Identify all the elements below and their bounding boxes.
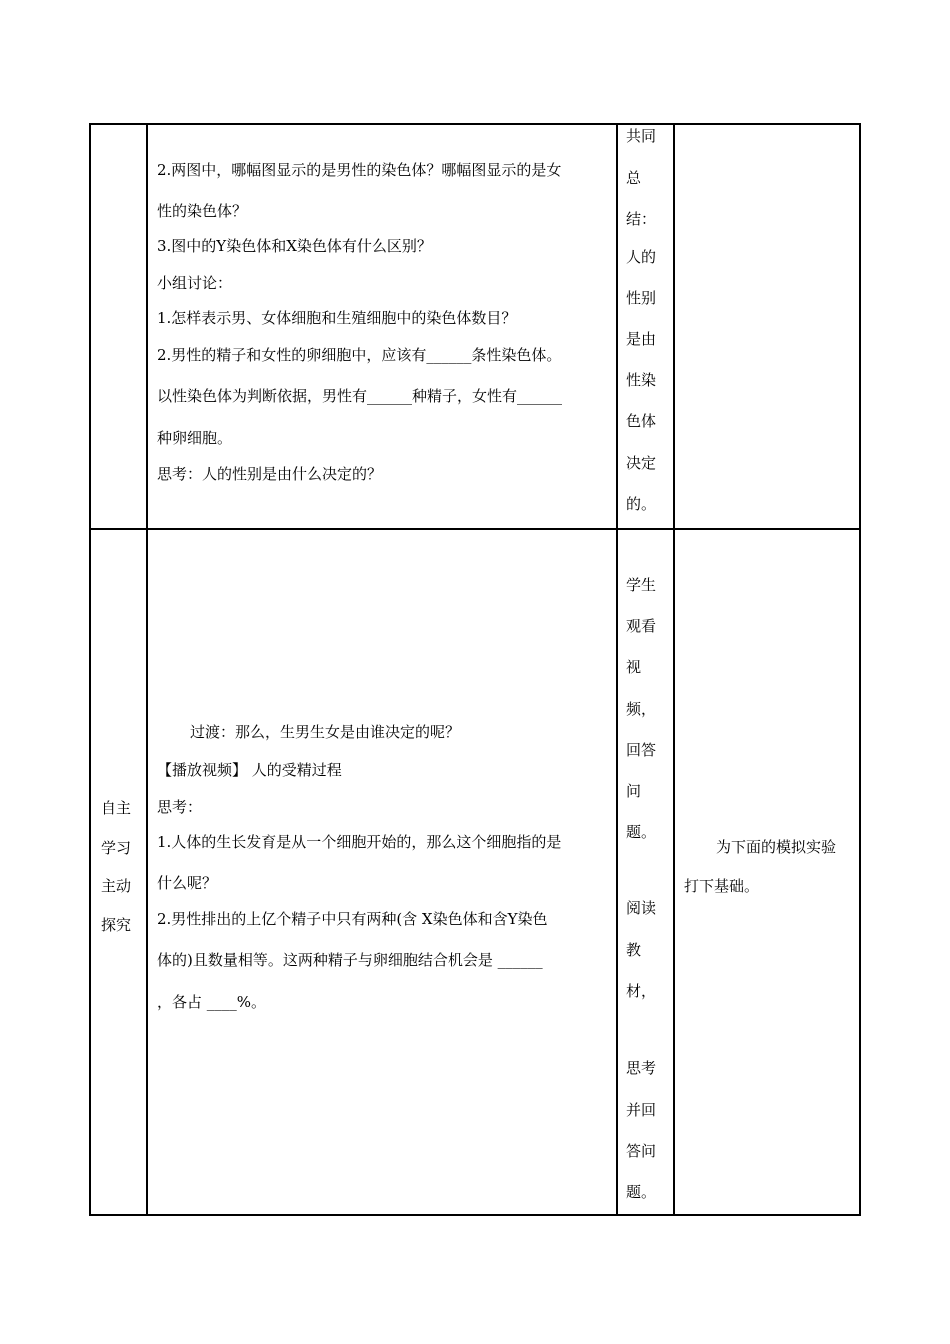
table-border-left — [89, 123, 91, 1216]
row2-line: 体的)且数量相等。这两种精子与卵细胞结合机会是 ______ — [157, 951, 543, 969]
activity-line: 频， — [626, 700, 657, 718]
row1-line: 种卵细胞。 — [157, 429, 233, 447]
row2-line: ，各占 ____%。 — [157, 993, 267, 1011]
activity-line: 问 — [626, 782, 642, 800]
summary-line: 的。 — [626, 495, 657, 513]
summary-line: 人的 — [626, 248, 657, 266]
row1-line: 3.图中的Y染色体和X染色体有什么区别？ — [157, 237, 432, 255]
intent-line: 打下基础。 — [684, 877, 760, 895]
activity-line: 答问 — [626, 1142, 657, 1160]
summary-line: 结： — [626, 210, 657, 228]
row1-line: 以性染色体为判断依据，男性有______种精子，女性有______ — [157, 387, 563, 405]
activity-line: 并回 — [626, 1101, 657, 1119]
section-label-line: 探究 — [101, 916, 132, 934]
row1-line: 小组讨论： — [157, 274, 233, 292]
section-label-line: 主动 — [101, 877, 132, 895]
activity-line: 回答 — [626, 741, 657, 759]
row2-line: 2.男性排出的上亿个精子中只有两种(含 X染色体和含Y染色 — [157, 910, 548, 928]
col-divider-3 — [673, 123, 675, 1216]
activity-line: 题。 — [626, 1183, 657, 1201]
col-divider-1 — [146, 123, 148, 1216]
row1-line: 1.怎样表示男、女体细胞和生殖细胞中的染色体数目？ — [157, 309, 517, 327]
activity-line: 思考 — [626, 1059, 657, 1077]
activity-line: 材， — [626, 982, 657, 1000]
row2-line: 过渡：那么，生男生女是由谁决定的呢？ — [190, 723, 461, 741]
activity-line: 观看 — [626, 617, 657, 635]
row1-line: 思考：人的性别是由什么决定的？ — [157, 465, 383, 483]
section-label-line: 学习 — [101, 839, 132, 857]
summary-line: 性染 — [626, 371, 657, 389]
table-border-right — [859, 123, 861, 1216]
summary-line: 性别 — [626, 289, 657, 307]
activity-line: 阅读 — [626, 899, 657, 917]
row1-line: 2.男性的精子和女性的卵细胞中，应该有______条性染色体。 — [157, 346, 562, 364]
row1-line: 性的染色体？ — [157, 202, 248, 220]
activity-line: 视 — [626, 658, 642, 676]
activity-line: 学生 — [626, 576, 657, 594]
summary-line: 是由 — [626, 330, 657, 348]
row2-line: 1.人体的生长发育是从一个细胞开始的，那么这个细胞指的是 — [157, 833, 562, 851]
summary-line: 色体 — [626, 412, 657, 430]
summary-line: 总 — [626, 169, 642, 187]
intent-line: 为下面的模拟实验 — [716, 838, 837, 856]
activity-line: 题。 — [626, 823, 657, 841]
row2-line: 什么呢？ — [157, 874, 218, 892]
row2-line: 思考： — [157, 798, 203, 816]
table-border-bottom — [89, 1214, 861, 1216]
col-divider-2 — [616, 123, 618, 1216]
section-label-line: 自主 — [101, 799, 132, 817]
row-divider — [89, 528, 861, 530]
summary-line: 共同 — [626, 127, 657, 145]
activity-line: 教 — [626, 941, 642, 959]
summary-line: 决定 — [626, 454, 657, 472]
table-border-top — [89, 123, 861, 125]
row2-line: 【播放视频】 人的受精过程 — [157, 761, 342, 779]
row1-line: 2.两图中，哪幅图显示的是男性的染色体？哪幅图显示的是女 — [157, 161, 562, 179]
